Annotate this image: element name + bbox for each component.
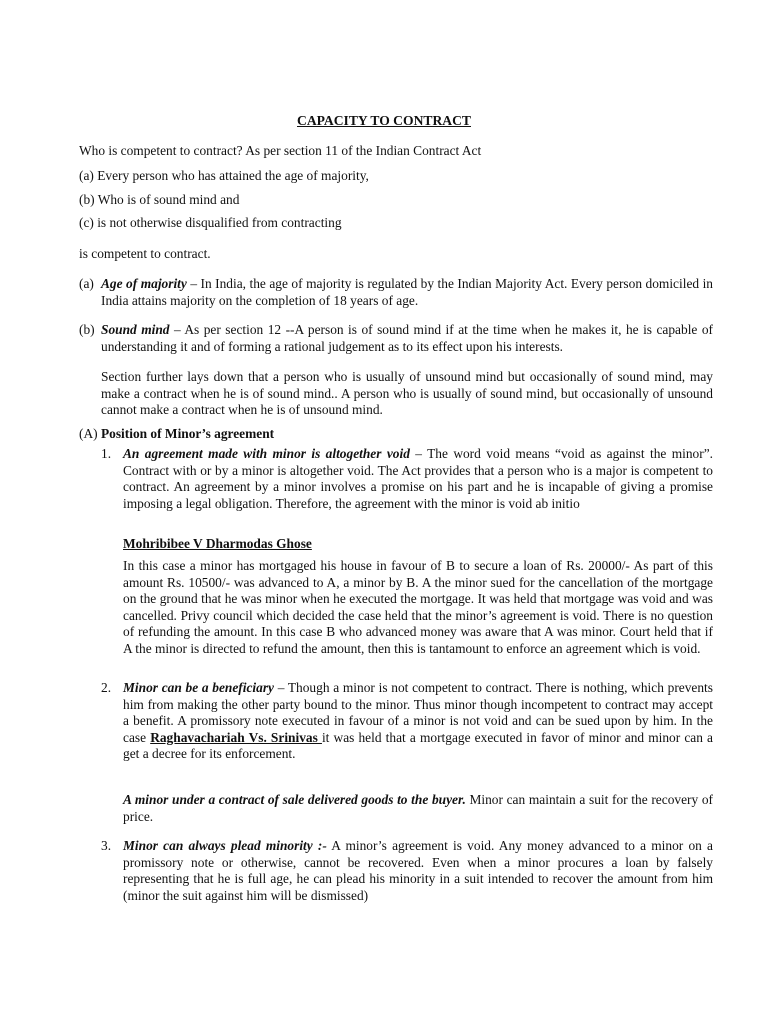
point-heading: An agreement made with minor is altogether void xyxy=(123,446,410,461)
section-age-of-majority xyxy=(79,276,713,309)
intro-item-a: (a) Every person who has attained the age of majority, xyxy=(79,168,369,183)
point-number: 3. xyxy=(101,838,112,853)
section-text: – In India, the age of majority is regulated by the Indian Majority Act. Every person domiciled in India attains majority on the completion of 18 years of age. xyxy=(101,276,713,308)
point-text-continued: it was held that a mortgage executed in favor of minor and minor can a get a decree for its enforcement. xyxy=(123,729,713,762)
intro-item-b: (b) Who is of sound mind and xyxy=(79,192,240,207)
sale-text: Minor can maintain a suit for the recovery of price. xyxy=(123,792,714,824)
point-number: 2. xyxy=(101,680,112,695)
case-text-mohribibee: In this case a minor has mortgaged his house in favour of B to secure a loan of Rs. 20000/- As part of this amount Rs. 10500/- was advanced to A, a minor by B. A the minor sued for the cancellation of the mortgage on the ground that he was minor when he executed the mortgage. It was held that mortgage was void and was cancelled. Privy council which decided the case held that the minor’s agreement is void. There is no question of refunding the amount. In this case B who advanced money was aware that A was minor. Court held that if A the minor is directed to refund the amount, then this is tantamount to enforce an agreement which is void. xyxy=(123,558,713,656)
point-heading: Minor can always plead minority :- xyxy=(123,838,327,853)
section-label: (a) xyxy=(79,276,94,291)
minor-section-header xyxy=(79,426,274,443)
intro-item-c: (c) is not otherwise disqualified from contracting xyxy=(79,215,342,230)
section-sound-mind xyxy=(79,322,713,355)
minor-section-heading: Position of Minor’s agreement xyxy=(100,426,275,441)
case-name-mohribibee: Mohribibee V Dharmodas Ghose xyxy=(123,536,312,551)
intro-conclusion: is competent to contract. xyxy=(79,246,211,261)
case-name-raghavachariah: Raghavachariah Vs. Srinivas xyxy=(150,729,322,745)
section-heading: Sound mind xyxy=(101,322,170,337)
section-label: (b) xyxy=(79,322,95,337)
point-number: 1. xyxy=(101,446,112,461)
sale-heading: A minor under a contract of sale delivered goods to the buyer. xyxy=(123,792,466,807)
point-heading: Minor can be a beneficiary xyxy=(123,680,274,695)
minor-point-1 xyxy=(101,446,713,512)
minor-point-2 xyxy=(101,680,713,763)
page-title: CAPACITY TO CONTRACT xyxy=(297,113,471,128)
section-heading: Age of majority xyxy=(101,276,187,291)
minor-section-label: (A) xyxy=(79,426,98,441)
intro-question: Who is competent to contract? As per section 11 of the Indian Contract Act xyxy=(79,143,482,158)
point-text: – Though a minor is not competent to contract. There is nothing, which prevents him from making the other party bound to the minor. Thus minor though incompetent to contract may accept a benefit. A promissory note executed in favour of a minor is not void and can be sued upon by him. In the case xyxy=(123,680,713,745)
point-text: – The word void means “void as against the minor”. Contract with or by a minor is altogether void. The Act provides that a person who is a major is competent to contract. An agreement by a minor involves a promise on his part and he is incapable of giving a promise imposing a legal obligation. Therefore, the agreement with the minor is void ab initio xyxy=(123,446,713,511)
point-text: A minor’s agreement is void. Any money advanced to a minor on a promissory note or otherwise, cannot be recovered. Even when a minor procures a loan by falsely representing that he is full age, he can plead his minority in a suit intended to recover the amount from him (minor the suit against him will be dismissed) xyxy=(123,838,713,903)
sound-mind-further: Section further lays down that a person who is usually of unsound mind but occasionally of sound mind, may make a contract when he is of sound mind.. A person who is usually of sound mind, but occasionally of unsound cannot make a contract when he is of unsound mind. xyxy=(101,369,713,418)
sale-of-goods-note xyxy=(123,792,713,825)
minor-point-3 xyxy=(101,838,713,904)
section-text: – As per section 12 --A person is of sound mind if at the time when he makes it, he is capable of understanding it and of forming a rational judgement as to its effect upon his interests. xyxy=(101,322,713,354)
